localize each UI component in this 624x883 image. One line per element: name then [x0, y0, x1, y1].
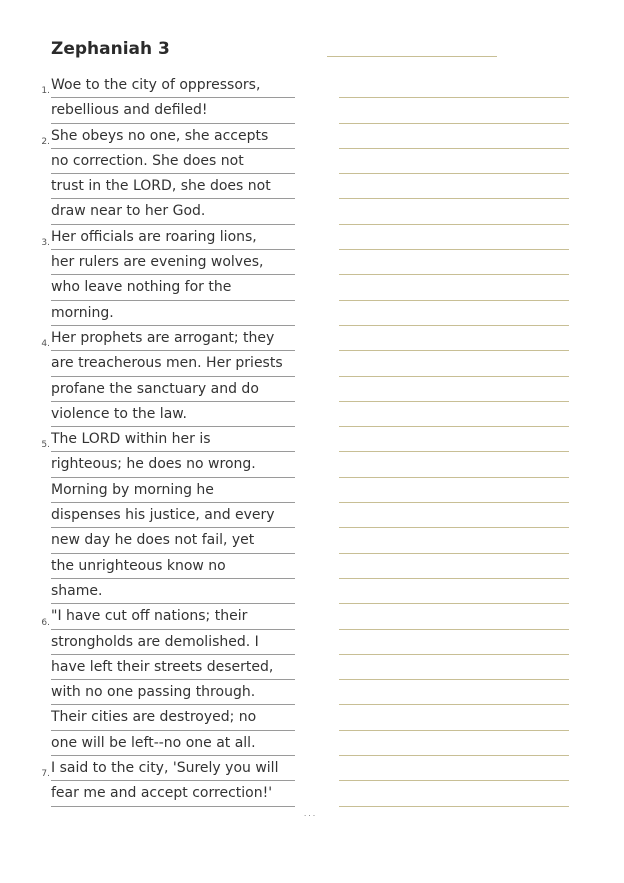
- verse-line: [0, 604, 320, 629]
- blank-writing-line: [339, 225, 569, 250]
- verse-number: 6.: [41, 617, 50, 628]
- verse-text: the unrighteous know no: [51, 554, 295, 579]
- verse-line: [0, 705, 320, 730]
- verse-line: [0, 149, 320, 174]
- verse-line: [0, 680, 320, 705]
- verse-text: morning.: [51, 301, 295, 326]
- blank-writing-line: [339, 275, 569, 300]
- verse-text: with no one passing through.: [51, 680, 295, 705]
- verse-line: [0, 377, 320, 402]
- verse-line: [0, 199, 320, 224]
- verse-text: Her officials are roaring lions,: [51, 225, 295, 250]
- verse-line: [0, 756, 320, 781]
- writing-lines-column: [339, 73, 569, 807]
- page-number: · · ·: [304, 812, 316, 820]
- blank-writing-line: [339, 503, 569, 528]
- blank-writing-line: [339, 680, 569, 705]
- verse-text: I said to the city, 'Surely you will: [51, 756, 295, 781]
- verse-text: She obeys no one, she accepts: [51, 124, 295, 149]
- blank-writing-line: [339, 756, 569, 781]
- verse-text: Their cities are destroyed; no: [51, 705, 295, 730]
- verse-line: [0, 174, 320, 199]
- verse-text: Morning by morning he: [51, 478, 295, 503]
- verse-text: righteous; he does no wrong.: [51, 452, 295, 477]
- verse-text: shame.: [51, 579, 295, 604]
- blank-writing-line: [339, 377, 569, 402]
- verse-number: 4.: [41, 339, 50, 350]
- blank-writing-line: [339, 705, 569, 730]
- verse-text: Woe to the city of oppressors,: [51, 73, 295, 98]
- blank-writing-line: [339, 326, 569, 351]
- blank-writing-line: [339, 301, 569, 326]
- verse-line: [0, 554, 320, 579]
- verse-line: [0, 351, 320, 376]
- verse-line: [0, 250, 320, 275]
- blank-writing-line: [339, 630, 569, 655]
- blank-writing-line: [339, 478, 569, 503]
- verse-text: one will be left--no one at all.: [51, 731, 295, 756]
- verse-text: Her prophets are arrogant; they: [51, 326, 295, 351]
- blank-writing-line: [339, 781, 569, 806]
- blank-writing-line: [339, 579, 569, 604]
- verse-line: [0, 781, 320, 806]
- verse-line: [0, 478, 320, 503]
- page-title: Zephaniah 3: [51, 39, 170, 59]
- verse-text: no correction. She does not: [51, 149, 295, 174]
- verse-line: [0, 427, 320, 452]
- verse-line: [0, 630, 320, 655]
- verse-line: [0, 301, 320, 326]
- verse-text: strongholds are demolished. I: [51, 630, 295, 655]
- verse-line: [0, 402, 320, 427]
- blank-writing-line: [339, 124, 569, 149]
- blank-writing-line: [339, 73, 569, 98]
- verse-line: [0, 579, 320, 604]
- verse-line: [0, 655, 320, 680]
- verse-line: [0, 124, 320, 149]
- verse-text: fear me and accept correction!': [51, 781, 295, 806]
- blank-writing-line: [339, 452, 569, 477]
- blank-writing-line: [339, 199, 569, 224]
- blank-writing-line: [339, 174, 569, 199]
- blank-writing-line: [339, 98, 569, 123]
- blank-writing-line: [339, 402, 569, 427]
- verse-text: are treacherous men. Her priests: [51, 351, 295, 376]
- verse-line: [0, 452, 320, 477]
- verse-line: [0, 326, 320, 351]
- verse-number: 5.: [41, 440, 50, 451]
- verse-text: "I have cut off nations; their: [51, 604, 295, 629]
- blank-writing-line: [339, 554, 569, 579]
- title-writing-line: [327, 56, 497, 57]
- verse-number: 2.: [41, 136, 50, 147]
- verse-text: new day he does not fail, yet: [51, 528, 295, 553]
- verse-number: 1.: [41, 86, 50, 97]
- verse-line: [0, 731, 320, 756]
- verse-number: 3.: [41, 238, 50, 249]
- blank-writing-line: [339, 250, 569, 275]
- verse-line: [0, 225, 320, 250]
- verse-text: violence to the law.: [51, 402, 295, 427]
- verse-line: [0, 275, 320, 300]
- scripture-text-column: [0, 73, 320, 807]
- blank-writing-line: [339, 427, 569, 452]
- verse-text: have left their streets deserted,: [51, 655, 295, 680]
- verse-line: [0, 98, 320, 123]
- blank-writing-line: [339, 528, 569, 553]
- verse-number: 7.: [41, 769, 50, 780]
- verse-text: draw near to her God.: [51, 199, 295, 224]
- blank-writing-line: [339, 655, 569, 680]
- verse-line: [0, 73, 320, 98]
- verse-text: rebellious and defiled!: [51, 98, 295, 123]
- verse-text: trust in the LORD, she does not: [51, 174, 295, 199]
- blank-writing-line: [339, 604, 569, 629]
- verse-line: [0, 528, 320, 553]
- verse-text: dispenses his justice, and every: [51, 503, 295, 528]
- verse-line: [0, 503, 320, 528]
- verse-text: who leave nothing for the: [51, 275, 295, 300]
- verse-text: her rulers are evening wolves,: [51, 250, 295, 275]
- blank-writing-line: [339, 149, 569, 174]
- verse-text: The LORD within her is: [51, 427, 295, 452]
- blank-writing-line: [339, 351, 569, 376]
- verse-text: profane the sanctuary and do: [51, 377, 295, 402]
- blank-writing-line: [339, 731, 569, 756]
